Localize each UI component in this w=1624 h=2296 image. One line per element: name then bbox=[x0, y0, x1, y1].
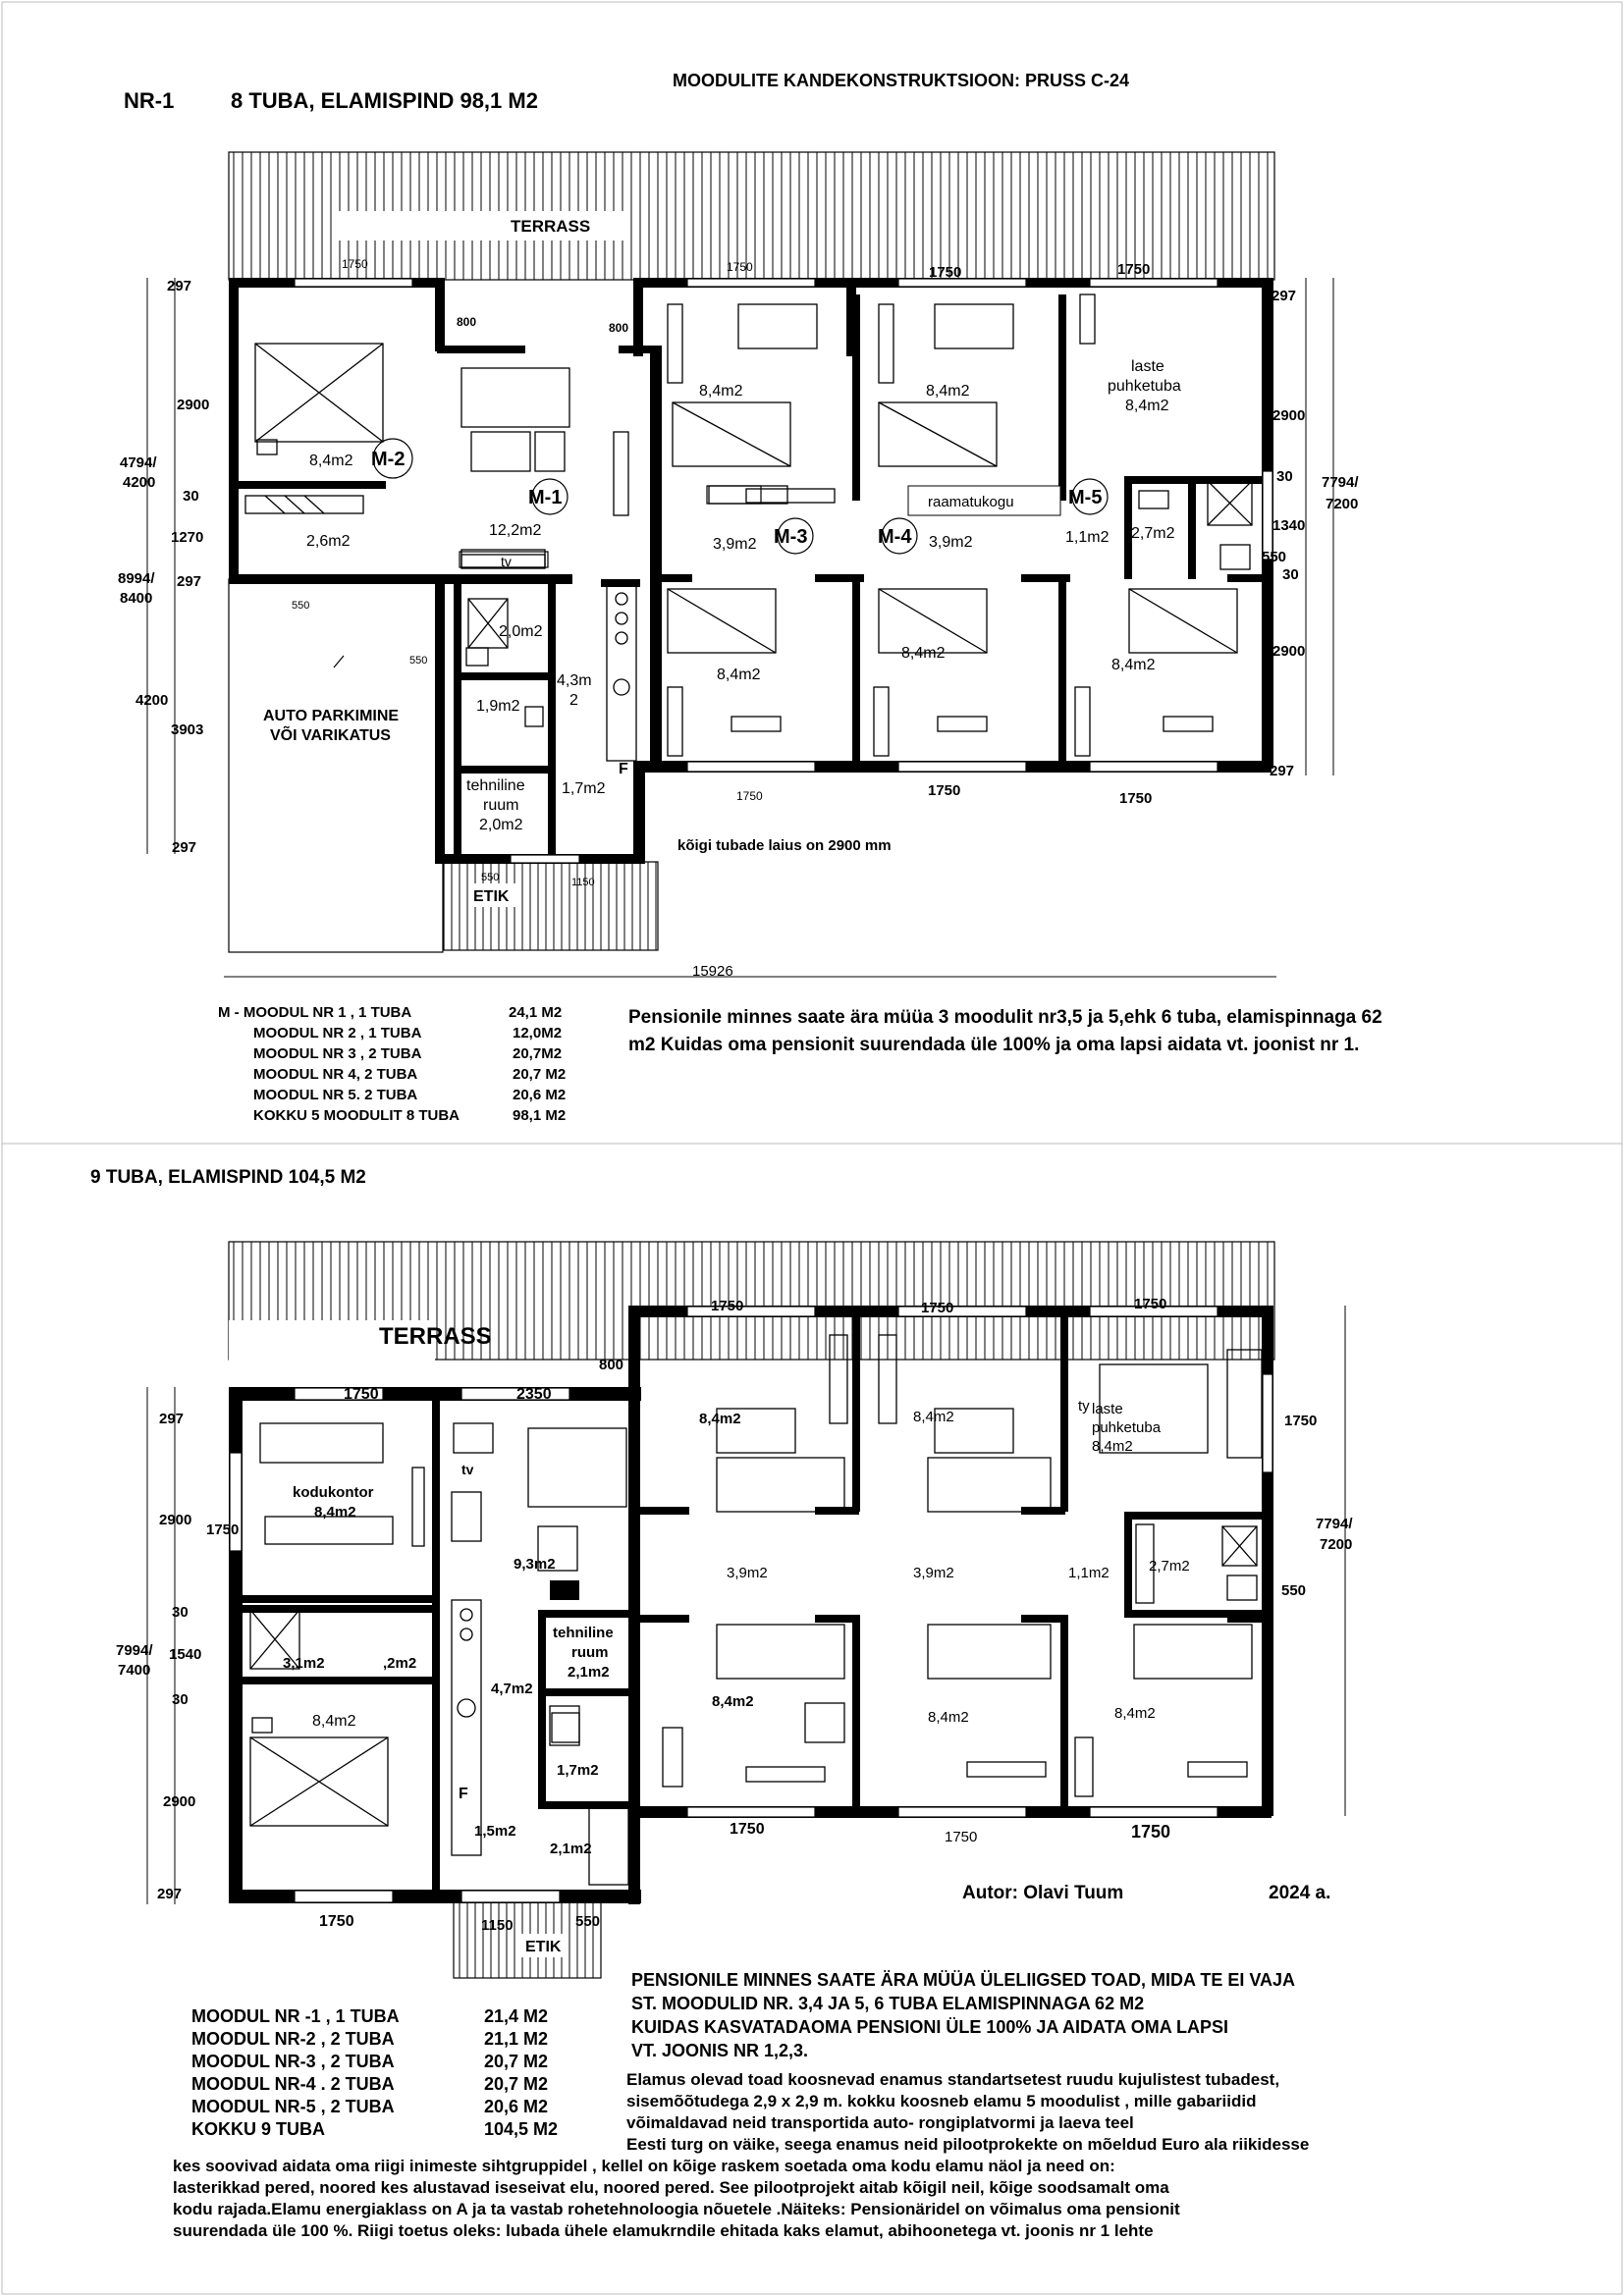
plan1-dim-left-297c: 297 bbox=[172, 839, 197, 856]
plan2-porch-label: ETIK bbox=[525, 1939, 562, 1955]
plan2-paragraph-line-6: lasterikkad pered, noored kes alustavad iseseivat elu, noored pered. See pilootprojekt aitab kõigil neil, kõige soodsamalt oma bbox=[173, 2178, 1169, 2197]
plan1-library-label: raamatukogu bbox=[928, 494, 1014, 510]
plan1-dim-left-2900: 2900 bbox=[177, 397, 210, 413]
plan2-area-closet-a: 3,1m2 bbox=[283, 1655, 325, 1672]
plan2-dim-porch-550: 550 bbox=[575, 1913, 601, 1930]
plan2-dim-bottom-2: 1750 bbox=[945, 1829, 978, 1845]
plan2-area-room-c: 8,4m2 bbox=[712, 1693, 754, 1710]
plan2-note-upper-2: ST. MOODULID NR. 3,4 JA 5, 6 TUBA ELAMISPINNAGA 62 M2 bbox=[631, 1994, 1145, 2013]
plan2-dim-top-2: 2350 bbox=[516, 1386, 552, 1403]
plan2-paragraph bbox=[173, 2070, 1309, 2240]
plan2-area-kitchen: 4,7m2 bbox=[491, 1681, 533, 1697]
plan1-legend-row-6-label: KOKKU 5 MOODULIT 8 TUBA bbox=[253, 1107, 460, 1124]
plan1-dim-left-297a: 297 bbox=[167, 278, 192, 294]
plan1-dim-bottom-3: 1750 bbox=[1119, 790, 1153, 807]
plan2-area-room-b: 8,4m2 bbox=[913, 1409, 954, 1425]
plan1-legend-row-6-value: 98,1 M2 bbox=[513, 1107, 567, 1124]
plan1-dim-right-30a: 30 bbox=[1276, 468, 1293, 485]
plan2-room-labels bbox=[283, 1398, 1190, 1857]
plan2-dim-bottom-1: 1750 bbox=[730, 1821, 765, 1838]
plan1-area-closet: 2,6m2 bbox=[306, 533, 351, 550]
plan1-area-m2-room: 8,4m2 bbox=[309, 453, 353, 469]
plan2-paragraph-line-4: Eesti turg on väike, seega enamus neid pilootprokekte on mõeldud Euro ala riikidesse bbox=[626, 2135, 1310, 2154]
plan2-note-upper-1: PENSIONILE MINNES SAATE ÄRA MÜÜA ÜLELIIGSED TOAD, MIDA TE EI VAJA bbox=[631, 1970, 1296, 1990]
sheet-border bbox=[2, 2, 1622, 2294]
plan1-construction-note: MOODULITE KANDEKONSTRUKTSIOON: PRUSS C-24 bbox=[673, 71, 1130, 90]
plan1-dim-left-d: 8400 bbox=[120, 590, 153, 607]
plan1-dim-left-a: 4794/ bbox=[120, 454, 157, 471]
plan2-children-room-l1: laste bbox=[1092, 1401, 1123, 1417]
plan1-dim-right-550: 550 bbox=[1262, 549, 1287, 565]
plan1-dim-top-2: 1750 bbox=[727, 260, 753, 274]
plan2-tv-label: tv bbox=[461, 1462, 474, 1477]
plan1-legend-row-4-label: MOODUL NR 4, 2 TUBA bbox=[253, 1066, 418, 1083]
plan1-dimensions bbox=[118, 257, 1359, 980]
plan2-area-bath-2: 2,7m2 bbox=[1149, 1558, 1190, 1575]
plan2-area-entry: 1,5m2 bbox=[474, 1823, 516, 1840]
plan2-dim-left-a: 7994/ bbox=[116, 1642, 153, 1659]
plan2-legend-row-2-label: MOODUL NR-2 , 2 TUBA bbox=[191, 2029, 395, 2049]
plan1-area-room-e: 8,4m2 bbox=[1111, 657, 1156, 673]
plan1-legend-row-3-value: 20,7M2 bbox=[513, 1045, 563, 1062]
plan2-legend-row-1-value: 21,4 M2 bbox=[484, 2006, 549, 2026]
plan1-legend-row-5-label: MOODUL NR 5. 2 TUBA bbox=[253, 1087, 418, 1103]
plan2-fridge-label: F bbox=[459, 1786, 468, 1802]
plan1-area-entry: 1,7m2 bbox=[562, 780, 606, 797]
plan1-dim-right-297b: 297 bbox=[1270, 763, 1295, 779]
plan2-area-room-a: 8,4m2 bbox=[699, 1411, 741, 1427]
plan2-dim-bottom-3: 1750 bbox=[1131, 1822, 1171, 1842]
plan2-legend-row-5-label: MOODUL NR-5 , 2 TUBA bbox=[191, 2097, 395, 2116]
plan2-title: 9 TUBA, ELAMISPIND 104,5 M2 bbox=[90, 1167, 366, 1188]
plan2-paragraph-line-5: kes soovivad aidata oma riigi inimeste sihtgruppidel , kellel on kõige raskem soetada oma kodu elamu näol ja need on: bbox=[173, 2157, 1115, 2175]
plan2-dim-top-3: 1750 bbox=[711, 1298, 744, 1314]
plan2-dim-porch-1150: 1150 bbox=[481, 1917, 514, 1934]
plan1-area-living: 12,2m2 bbox=[489, 522, 542, 539]
plan2-area-hall-a: 3,9m2 bbox=[727, 1565, 768, 1581]
plan1-parking-area bbox=[229, 579, 443, 952]
plan1-dim-door-1: 800 bbox=[457, 315, 477, 329]
plan2-legend-row-6-value: 104,5 M2 bbox=[484, 2119, 559, 2139]
plan2-dim-right-550: 550 bbox=[1281, 1582, 1307, 1599]
plan2-dim-right-a: 7794/ bbox=[1316, 1516, 1353, 1532]
plan2-legend-row-5-value: 20,6 M2 bbox=[484, 2097, 549, 2116]
plan2-tech-room-area: 2,1m2 bbox=[568, 1664, 610, 1681]
plan1-dim-550b: 550 bbox=[409, 655, 428, 667]
plan1-dim-porch-1150: 1150 bbox=[571, 877, 595, 888]
plan2-dim-left-297a: 297 bbox=[159, 1411, 185, 1427]
plan1-legend-row-2-value: 12,0M2 bbox=[513, 1025, 563, 1041]
plan1-rooms-width-note: kõigi tubade laius on 2900 mm bbox=[677, 837, 892, 854]
plan2-dim-left-1540: 1540 bbox=[169, 1646, 202, 1663]
plan2-note-upper-4: VT. JOONIS NR 1,2,3. bbox=[631, 2041, 809, 2060]
plan1-module-m2: M-2 bbox=[371, 449, 406, 470]
plan2-dim-right-b: 7200 bbox=[1320, 1536, 1353, 1553]
plan1-area-bath-2: 2,7m2 bbox=[1131, 525, 1175, 542]
plan1-dim-left-3903: 3903 bbox=[171, 721, 204, 738]
plan1-dim-right-30b: 30 bbox=[1282, 566, 1299, 583]
plan1-tv-label: tv bbox=[501, 554, 512, 569]
plan1-dim-left-b: 4200 bbox=[123, 474, 156, 491]
plan1-dim-left-c: 8994/ bbox=[118, 570, 155, 587]
plan1-dim-left-4200: 4200 bbox=[135, 692, 169, 709]
plan2-paragraph-line-3: võimaldavad neid transportida auto- rongiplatvormi ja laeva teel bbox=[626, 2113, 1134, 2132]
plan2-dim-top-5: 1750 bbox=[1134, 1296, 1167, 1312]
plan2-area-bath: 2,1m2 bbox=[550, 1841, 592, 1857]
plan2-legend-row-2-value: 21,1 M2 bbox=[484, 2029, 549, 2049]
plan2-dim-left-1750: 1750 bbox=[206, 1522, 240, 1538]
plan1-legend-row-3-label: MOODUL NR 3 , 2 TUBA bbox=[253, 1045, 422, 1062]
plan1-dim-top-3: 1750 bbox=[929, 264, 962, 281]
plan1-parking-line2: VÕI VARIKATUS bbox=[270, 727, 391, 744]
plan1-legend-row-1-label: M - MOODUL NR 1 , 1 TUBA bbox=[218, 1004, 412, 1021]
plan2-dim-bottom-left: 1750 bbox=[319, 1913, 354, 1930]
plan1-dim-right-a: 7794/ bbox=[1322, 474, 1359, 491]
plan1-porch-label: ETIK bbox=[473, 888, 510, 905]
plan1-furniture bbox=[245, 294, 1252, 761]
plan2-dim-left-b: 7400 bbox=[118, 1662, 151, 1679]
plan2-children-room-l2: puhketuba bbox=[1092, 1419, 1162, 1436]
plan2-tv2-label: ty bbox=[1078, 1398, 1090, 1415]
plan1-terrace-label: TERRASS bbox=[511, 217, 591, 236]
plan1-dim-left-30: 30 bbox=[183, 488, 199, 505]
plan1-area-room-a: 8,4m2 bbox=[699, 383, 743, 400]
plan2-dim-right-1750: 1750 bbox=[1284, 1413, 1318, 1429]
plan1-children-room-area: 8,4m2 bbox=[1125, 398, 1169, 414]
plan1-module-m5: M-5 bbox=[1068, 487, 1103, 508]
plan1-dim-bottom-1: 1750 bbox=[736, 789, 763, 803]
plan2-office-label: kodukontor bbox=[293, 1484, 374, 1501]
plan2-dim-door: 800 bbox=[599, 1357, 624, 1373]
plan1-dim-right-2900a: 2900 bbox=[1272, 407, 1306, 424]
plan2-children-room-area: 8,4m2 bbox=[1092, 1438, 1133, 1455]
plan1-dim-right-297a: 297 bbox=[1272, 288, 1297, 304]
plan1-children-room-l1: laste bbox=[1131, 358, 1164, 375]
plan2-dim-left-30a: 30 bbox=[172, 1604, 189, 1621]
plan-1 bbox=[118, 71, 1382, 1124]
plan2-area-hall-b: 3,9m2 bbox=[913, 1565, 954, 1581]
plan2-area-bedroom: 8,4m2 bbox=[312, 1713, 356, 1730]
plan2-paragraph-line-7: kodu rajada.Elamu energiaklass on A ja ta vastab rohetehnoloogia nõuetele .Näiteks: Pensionäridel on võimalus oma pensionit bbox=[173, 2200, 1180, 2218]
plan1-dim-top-4: 1750 bbox=[1117, 261, 1151, 278]
plan1-dim-right-1340: 1340 bbox=[1272, 517, 1306, 534]
plan2-area-closet-b: ,2m2 bbox=[383, 1655, 417, 1672]
plan1-dim-porch-550: 550 bbox=[481, 872, 500, 883]
plan1-legend-row-5-value: 20,6 M2 bbox=[513, 1087, 567, 1103]
plan2-legend-row-6-label: KOKKU 9 TUBA bbox=[191, 2119, 326, 2139]
plan2-legend-row-3-value: 20,7 M2 bbox=[484, 2052, 549, 2071]
plan2-office-area: 8,4m2 bbox=[314, 1504, 356, 1521]
plan1-dim-left-1270: 1270 bbox=[171, 529, 204, 546]
plan1-dim-total: 15926 bbox=[692, 963, 733, 980]
plan2-dim-left-2900b: 2900 bbox=[163, 1793, 196, 1810]
plan1-area-kitchen-a: 4,3m bbox=[557, 672, 592, 689]
plan1-area-room-c: 8,4m2 bbox=[717, 667, 761, 683]
plan2-legend-row-3-label: MOODUL NR-3 , 2 TUBA bbox=[191, 2052, 395, 2071]
plan1-dim-right-b: 7200 bbox=[1326, 496, 1359, 512]
plan2-author: Autor: Olavi Tuum bbox=[962, 1883, 1124, 1903]
plan2-legend bbox=[191, 2006, 558, 2139]
plan1-area-hall-a: 3,9m2 bbox=[713, 536, 757, 553]
plan1-area-hall-b: 3,9m2 bbox=[929, 534, 973, 551]
plan2-legend-row-1-label: MOODUL NR -1 , 1 TUBA bbox=[191, 2006, 400, 2026]
plan2-legend-row-4-label: MOODUL NR-4 . 2 TUBA bbox=[191, 2074, 395, 2094]
plan1-parking-line1: AUTO PARKIMINE bbox=[263, 708, 400, 724]
plan2-dim-left-2900a: 2900 bbox=[159, 1512, 192, 1528]
plan1-dim-left-297b: 297 bbox=[177, 573, 202, 590]
plan1-tech-room-area: 2,0m2 bbox=[479, 817, 523, 833]
plan2-year: 2024 a. bbox=[1269, 1883, 1331, 1903]
plan1-tech-room-l2: ruum bbox=[483, 797, 519, 814]
plan1-parking-mark bbox=[334, 656, 344, 667]
plan1-note-line1: Pensionile minnes saate ära müüa 3 moodulit nr3,5 ja 5,ehk 6 tuba, elamispinnaga 62 bbox=[628, 1007, 1382, 1028]
plan2-dim-top-1: 1750 bbox=[344, 1386, 379, 1403]
plan2-note-upper-3: KUIDAS KASVATADAOMA PENSIONI ÜLE 100% JA AIDATA OMA LAPSI bbox=[631, 2017, 1229, 2037]
plan2-paragraph-line-8: suurendada üle 100 %. Riigi toetus oleks: lubada ühele elamukrndile ehitada kaks elamut, abihoonetega vt. joonis nr 1 lehte bbox=[173, 2221, 1154, 2240]
plan2-area-sauna: 1,7m2 bbox=[557, 1762, 599, 1779]
plan2-area-room-d: 8,4m2 bbox=[928, 1709, 969, 1726]
plan2-area-living: 9,3m2 bbox=[514, 1556, 556, 1573]
plan1-area-room-d: 8,4m2 bbox=[901, 645, 946, 662]
plan1-dim-door-2: 800 bbox=[609, 321, 629, 335]
plan1-area-kitchen-b: 2 bbox=[569, 692, 578, 709]
plan1-dim-top-1: 1750 bbox=[342, 257, 368, 271]
plan1-area-sauna: 1,9m2 bbox=[476, 698, 520, 715]
plan1-note-line2: m2 Kuidas oma pensionit suurendada üle 100% ja oma lapsi aidata vt. joonist nr 1. bbox=[628, 1035, 1360, 1055]
plan1-area-room-b: 8,4m2 bbox=[926, 383, 970, 400]
plan1-dim-550a: 550 bbox=[292, 600, 310, 612]
plan1-legend-row-2-label: MOODUL NR 2 , 1 TUBA bbox=[253, 1025, 422, 1041]
plan1-tech-room-l1: tehniline bbox=[466, 777, 525, 794]
plan1-module-m1: M-1 bbox=[528, 487, 563, 508]
plan2-paragraph-line-2: sisemõõtudega 2,9 x 2,9 m. kokku koosneb elamu 5 moodulist , mille gabariidid bbox=[626, 2092, 1257, 2110]
plan2-terrace-label: TERRASS bbox=[379, 1323, 492, 1350]
plan1-legend bbox=[218, 1004, 566, 1124]
plan1-fridge-label: F bbox=[619, 761, 628, 777]
plan2-dim-left-297b: 297 bbox=[157, 1886, 183, 1902]
plan2-dim-top-4: 1750 bbox=[921, 1300, 954, 1316]
plan1-legend-row-4-value: 20,7 M2 bbox=[513, 1066, 567, 1083]
plan1-dim-right-2900b: 2900 bbox=[1272, 643, 1306, 660]
plan1-id: NR-1 bbox=[124, 88, 175, 113]
plan2-area-room-e: 8,4m2 bbox=[1114, 1705, 1156, 1722]
plan-2 bbox=[90, 1167, 1353, 2240]
plan1-dim-bottom-2: 1750 bbox=[928, 782, 961, 799]
plan1-walls bbox=[229, 278, 1273, 864]
plan1-module-m4: M-4 bbox=[878, 526, 912, 548]
plan1-children-room-l2: puhketuba bbox=[1108, 378, 1181, 395]
plan2-paragraph-line-1: Elamus olevad toad koosnevad enamus standartsetest ruudu kujulistest tubadest, bbox=[626, 2070, 1280, 2089]
plan1-area-hall-c: 1,1m2 bbox=[1065, 529, 1110, 546]
plan2-dim-left-30b: 30 bbox=[172, 1691, 189, 1708]
plan1-module-m3: M-3 bbox=[774, 526, 808, 548]
plan2-area-hall-c: 1,1m2 bbox=[1068, 1565, 1110, 1581]
plan2-legend-row-4-value: 20,7 M2 bbox=[484, 2074, 549, 2094]
plan1-title: 8 TUBA, ELAMISPIND 98,1 M2 bbox=[231, 88, 538, 113]
plan1-legend-row-1-value: 24,1 M2 bbox=[509, 1004, 563, 1021]
plan2-tech-room-l2: ruum bbox=[571, 1644, 609, 1661]
plan1-area-bath: 2,0m2 bbox=[499, 623, 543, 640]
plan2-tech-room-l1: tehniline bbox=[553, 1625, 614, 1641]
